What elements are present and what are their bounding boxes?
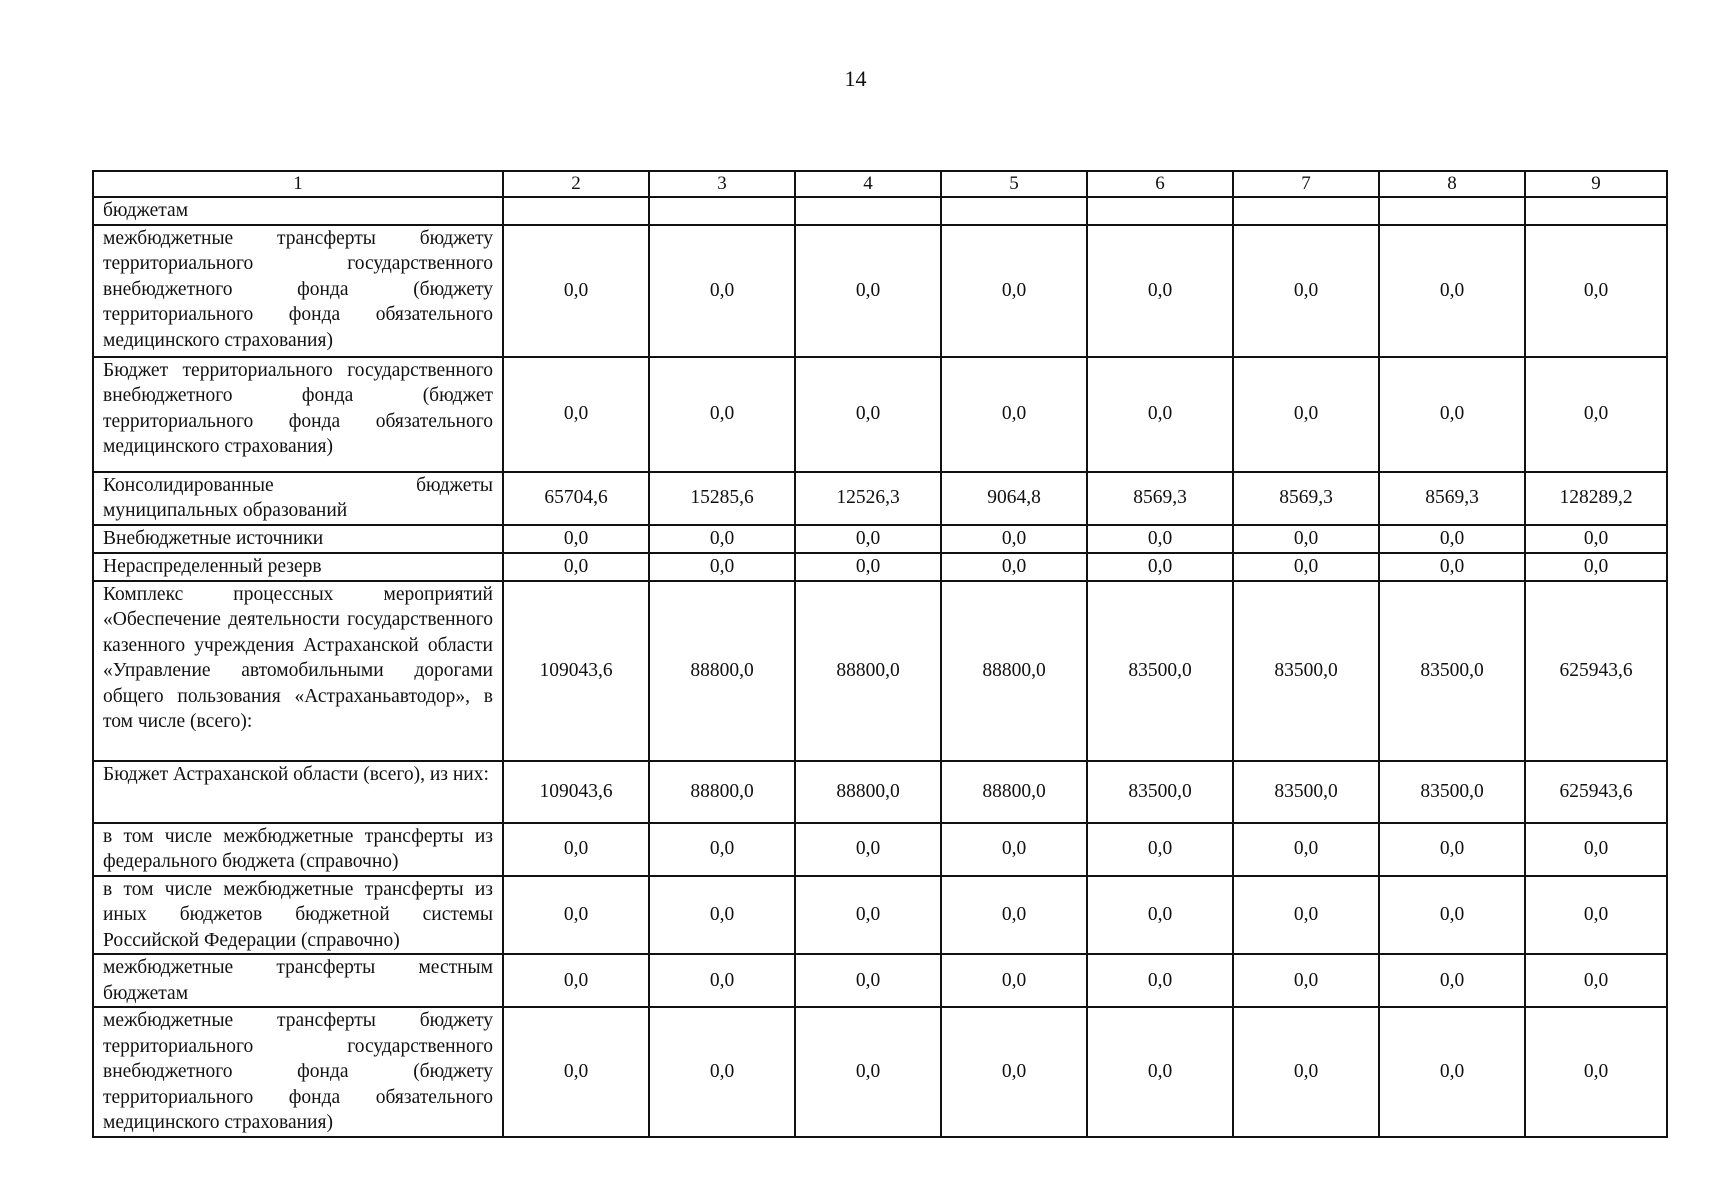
- value-cell: 0,0: [941, 225, 1087, 357]
- value-cell: 0,0: [1525, 357, 1667, 472]
- row-label: Комплекс процессных мероприятий «Обеспечение деятельности государственного казенного учреждения Астраханской области «Управление автомобильными дорогами общего пользования «Астраханьавтодор», в том числе (всего):: [93, 581, 503, 761]
- column-header-1: 1: [93, 171, 503, 197]
- value-cell: 0,0: [503, 1007, 649, 1137]
- value-cell: 83500,0: [1233, 761, 1379, 823]
- table-row: [93, 1007, 1667, 1137]
- value-cell: 0,0: [1379, 525, 1525, 553]
- table-row: [93, 472, 1667, 525]
- value-cell: [649, 197, 795, 225]
- column-header-7: 7: [1233, 171, 1379, 197]
- value-cell: 0,0: [941, 357, 1087, 472]
- value-cell: 8569,3: [1087, 472, 1233, 525]
- value-cell: 0,0: [649, 525, 795, 553]
- value-cell: 0,0: [1087, 357, 1233, 472]
- row-label: межбюджетные трансферты бюджету территориального государственного внебюджетного фонда (бюджету территориального фонда обязательного медицинского страхования): [93, 225, 503, 357]
- value-cell: 0,0: [503, 954, 649, 1007]
- value-cell: 0,0: [1525, 225, 1667, 357]
- budget-table: [92, 170, 1668, 1138]
- value-cell: 0,0: [1525, 876, 1667, 955]
- value-cell: 0,0: [795, 1007, 941, 1137]
- value-cell: 0,0: [1087, 525, 1233, 553]
- value-cell: 0,0: [941, 553, 1087, 581]
- value-cell: 0,0: [1087, 553, 1233, 581]
- value-cell: 0,0: [941, 1007, 1087, 1137]
- row-label: бюджетам: [93, 197, 503, 225]
- value-cell: 0,0: [1233, 553, 1379, 581]
- column-header-9: 9: [1525, 171, 1667, 197]
- value-cell: 0,0: [1233, 357, 1379, 472]
- value-cell: [503, 197, 649, 225]
- value-cell: 0,0: [1379, 553, 1525, 581]
- value-cell: 0,0: [1379, 1007, 1525, 1137]
- value-cell: 625943,6: [1525, 581, 1667, 761]
- value-cell: 0,0: [1233, 1007, 1379, 1137]
- value-cell: 88800,0: [941, 761, 1087, 823]
- value-cell: [1379, 197, 1525, 225]
- value-cell: 0,0: [1525, 525, 1667, 553]
- value-cell: [1233, 197, 1379, 225]
- value-cell: 128289,2: [1525, 472, 1667, 525]
- value-cell: 0,0: [795, 225, 941, 357]
- table-row: [93, 525, 1667, 553]
- value-cell: 65704,6: [503, 472, 649, 525]
- column-header-4: 4: [795, 171, 941, 197]
- table-row: [93, 357, 1667, 472]
- value-cell: [1525, 197, 1667, 225]
- value-cell: 0,0: [1379, 357, 1525, 472]
- value-cell: 12526,3: [795, 472, 941, 525]
- value-cell: 0,0: [1379, 823, 1525, 876]
- value-cell: 0,0: [649, 876, 795, 955]
- value-cell: 15285,6: [649, 472, 795, 525]
- table-row: [93, 761, 1667, 823]
- value-cell: 0,0: [1233, 954, 1379, 1007]
- value-cell: 0,0: [1525, 954, 1667, 1007]
- value-cell: 9064,8: [941, 472, 1087, 525]
- value-cell: 0,0: [649, 954, 795, 1007]
- value-cell: 0,0: [1379, 954, 1525, 1007]
- column-header-5: 5: [941, 171, 1087, 197]
- value-cell: 0,0: [503, 823, 649, 876]
- value-cell: 88800,0: [795, 581, 941, 761]
- value-cell: 0,0: [795, 823, 941, 876]
- value-cell: [795, 197, 941, 225]
- row-label: Нераспределенный резерв: [93, 553, 503, 581]
- value-cell: 0,0: [1379, 876, 1525, 955]
- value-cell: 88800,0: [649, 761, 795, 823]
- row-label: в том числе межбюджетные трансферты из федерального бюджета (справочно): [93, 823, 503, 876]
- value-cell: 0,0: [941, 954, 1087, 1007]
- table-row: [93, 225, 1667, 357]
- value-cell: 0,0: [503, 525, 649, 553]
- value-cell: 0,0: [941, 823, 1087, 876]
- value-cell: 0,0: [503, 553, 649, 581]
- value-cell: 83500,0: [1379, 581, 1525, 761]
- value-cell: 0,0: [1525, 1007, 1667, 1137]
- row-label: в том числе межбюджетные трансферты из иных бюджетов бюджетной системы Российской Федерации (справочно): [93, 876, 503, 955]
- row-label: Бюджет территориального государственного внебюджетного фонда (бюджет территориального фонда обязательного медицинского страхования): [93, 357, 503, 472]
- value-cell: 109043,6: [503, 761, 649, 823]
- table-row: [93, 581, 1667, 761]
- column-header-8: 8: [1379, 171, 1525, 197]
- value-cell: 0,0: [1233, 823, 1379, 876]
- value-cell: 0,0: [795, 553, 941, 581]
- value-cell: 0,0: [649, 823, 795, 876]
- table-row: [93, 823, 1667, 876]
- value-cell: 83500,0: [1233, 581, 1379, 761]
- value-cell: 0,0: [1233, 225, 1379, 357]
- value-cell: 0,0: [795, 357, 941, 472]
- column-header-6: 6: [1087, 171, 1233, 197]
- value-cell: 0,0: [1087, 954, 1233, 1007]
- value-cell: 83500,0: [1379, 761, 1525, 823]
- row-label: межбюджетные трансферты бюджету территориального государственного внебюджетного фонда (бюджету территориального фонда обязательного медицинского страхования): [93, 1007, 503, 1137]
- page-number: 14: [844, 66, 867, 91]
- value-cell: 0,0: [1233, 525, 1379, 553]
- value-cell: 0,0: [795, 876, 941, 955]
- value-cell: 0,0: [503, 876, 649, 955]
- table-row: [93, 553, 1667, 581]
- value-cell: 0,0: [1087, 876, 1233, 955]
- table-row: [93, 197, 1667, 225]
- value-cell: 0,0: [1233, 876, 1379, 955]
- value-cell: 0,0: [941, 525, 1087, 553]
- value-cell: 88800,0: [795, 761, 941, 823]
- header-row: [93, 171, 1667, 197]
- column-header-2: 2: [503, 171, 649, 197]
- value-cell: 0,0: [1525, 553, 1667, 581]
- value-cell: 0,0: [649, 553, 795, 581]
- value-cell: 83500,0: [1087, 761, 1233, 823]
- table-row: [93, 954, 1667, 1007]
- row-label: Бюджет Астраханской области (всего), из них:: [93, 761, 503, 823]
- value-cell: 0,0: [649, 225, 795, 357]
- value-cell: 0,0: [1087, 823, 1233, 876]
- value-cell: 0,0: [941, 876, 1087, 955]
- value-cell: 0,0: [649, 357, 795, 472]
- value-cell: 0,0: [795, 954, 941, 1007]
- value-cell: 0,0: [1087, 1007, 1233, 1137]
- value-cell: 0,0: [1087, 225, 1233, 357]
- value-cell: 8569,3: [1379, 472, 1525, 525]
- value-cell: [1087, 197, 1233, 225]
- value-cell: 88800,0: [649, 581, 795, 761]
- value-cell: 0,0: [503, 357, 649, 472]
- table-row: [93, 876, 1667, 955]
- row-label: Консолидированные бюджеты муниципальных образований: [93, 472, 503, 525]
- value-cell: [941, 197, 1087, 225]
- value-cell: 625943,6: [1525, 761, 1667, 823]
- row-label: межбюджетные трансферты местным бюджетам: [93, 954, 503, 1007]
- value-cell: 0,0: [503, 225, 649, 357]
- value-cell: 0,0: [1525, 823, 1667, 876]
- value-cell: 83500,0: [1087, 581, 1233, 761]
- value-cell: 0,0: [1379, 225, 1525, 357]
- value-cell: 8569,3: [1233, 472, 1379, 525]
- value-cell: 109043,6: [503, 581, 649, 761]
- column-header-3: 3: [649, 171, 795, 197]
- row-label: Внебюджетные источники: [93, 525, 503, 553]
- value-cell: 0,0: [795, 525, 941, 553]
- value-cell: 88800,0: [941, 581, 1087, 761]
- value-cell: 0,0: [649, 1007, 795, 1137]
